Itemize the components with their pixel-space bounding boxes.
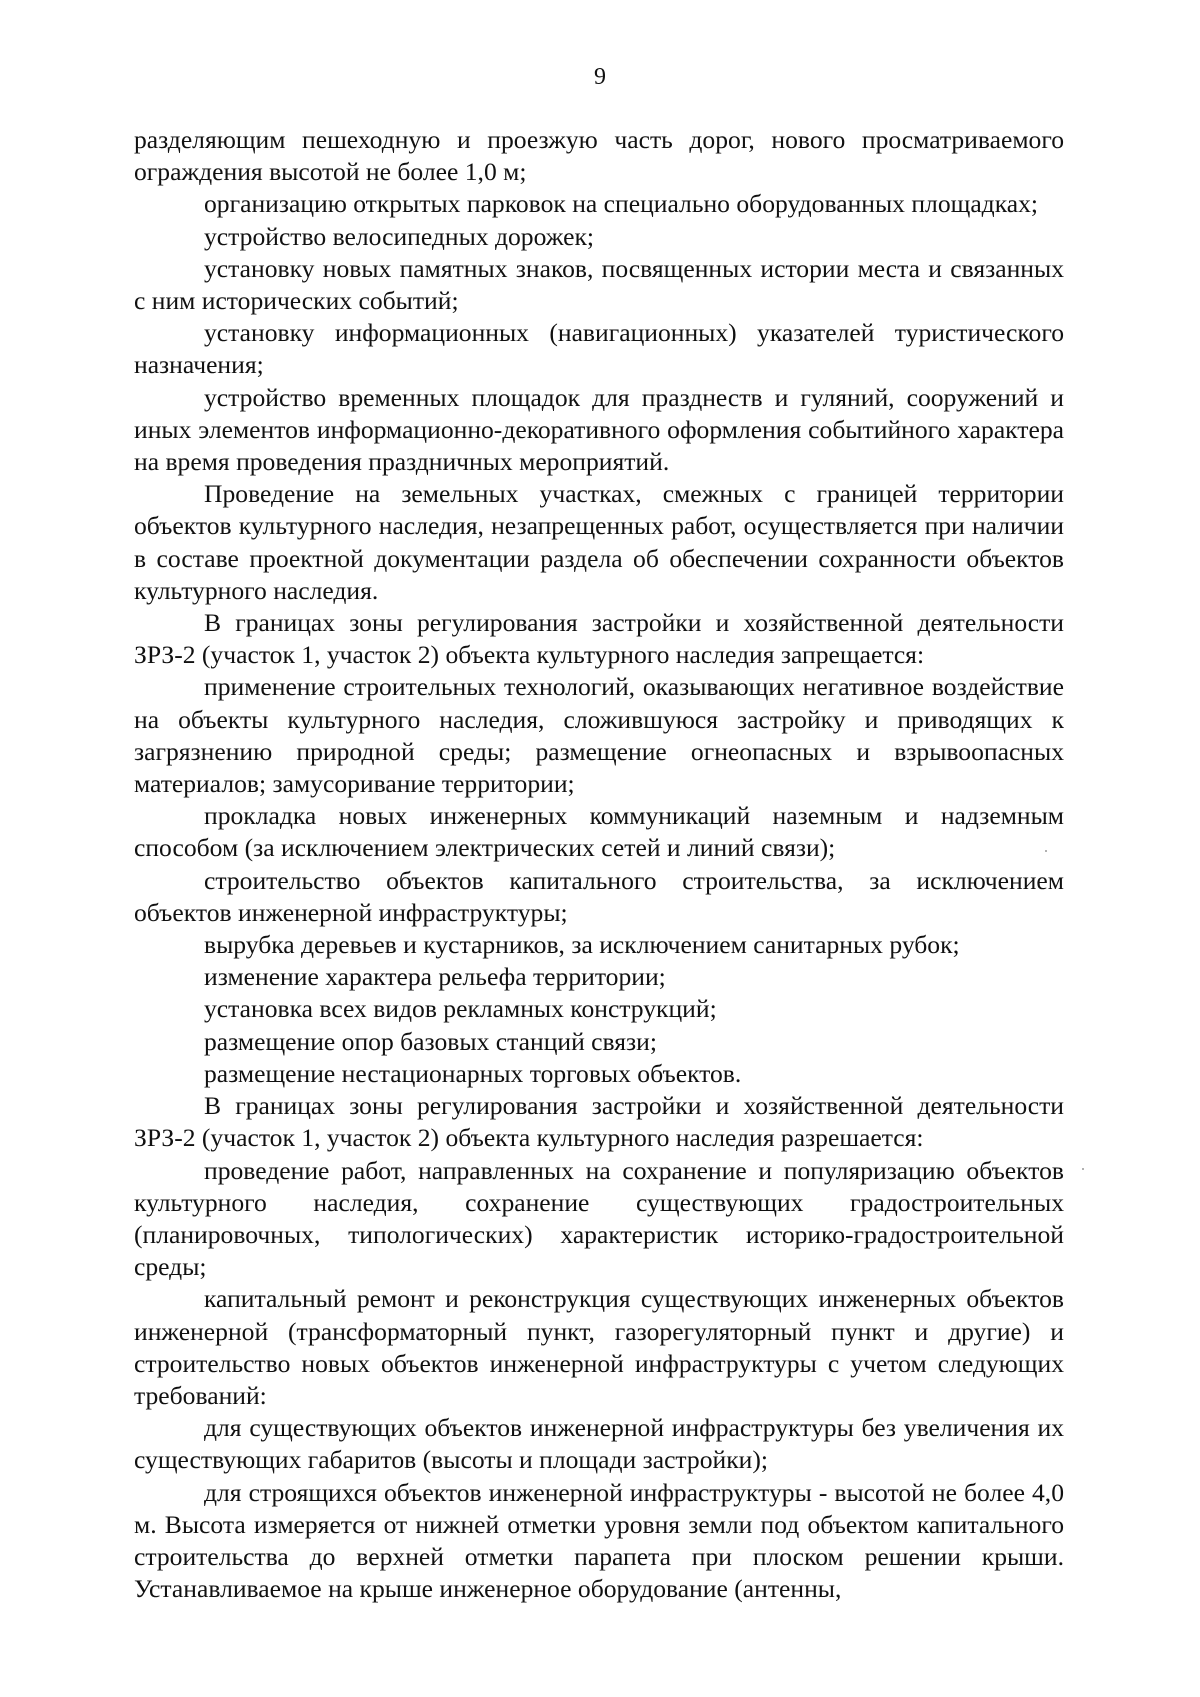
paragraph: прокладка новых инженерных коммуникаций наземным и надземным способом (за исключением электрических сетей и линий связи); — [134, 801, 1064, 863]
paragraph: Проведение на земельных участках, смежных с границей территории объектов культурного наследия, незапрещенных работ, осуществляется при наличии в составе проектной документации раздела об обеспечении сохранности объектов культурного наследия. — [134, 479, 1064, 605]
paragraph: размещение нестационарных торговых объектов. — [204, 1058, 742, 1088]
paragraph: проведение работ, направленных на сохранение и популяризацию объектов культурного наследия, сохранение существующих градостроительных (планировочных, типологических) характеристик историко-градостроительной среды; — [134, 1155, 1064, 1282]
page-number: 9 — [594, 64, 606, 90]
paragraph: организацию открытых парковок на специально оборудованных площадках; — [204, 189, 1039, 219]
paragraph: разделяющим пешеходную и проезжую часть дорог, нового просматриваемого ограждения высотой не более 1,0 м; — [134, 125, 1064, 187]
paragraph: строительство объектов капитального строительства, за исключением объектов инженерной инфраструктуры; — [134, 865, 1064, 927]
paragraph: В границах зоны регулирования застройки и хозяйственной деятельности ЗРЗ-2 (участок 1, участок 2) объекта культурного наследия разрешается: — [134, 1091, 1064, 1153]
paragraph: для существующих объектов инженерной инфраструктуры без увеличения их существующих габаритов (высоты и площади застройки); — [134, 1413, 1064, 1475]
paragraph: размещение опор базовых станций связи; — [204, 1026, 657, 1056]
paragraph: устройство велосипедных дорожек; — [204, 221, 595, 251]
scan-speck — [1045, 850, 1047, 852]
paragraph: изменение характера рельефа территории; — [204, 962, 666, 992]
paragraph: применение строительных технологий, оказывающих негативное воздействие на объекты культурного наследия, сложившуюся застройку и приводящих к загрязнению природной среды; размещение огнеопасных и взрывоопасных материалов; замусоривание территории; — [134, 672, 1064, 799]
paragraph: капитальный ремонт и реконструкция существующих инженерных объектов инженерной (трансформаторный пункт, газорегуляторный пункт и другие) и строительство новых объектов инженерной инфраструктуры с учетом следующих требований: — [134, 1284, 1064, 1410]
paragraph: установку новых памятных знаков, посвященных истории места и связанных с ним исторических событий; — [134, 253, 1064, 316]
paragraph: установку информационных (навигационных) указателей туристического назначения; — [134, 318, 1064, 380]
paragraph: установка всех видов рекламных конструкций; — [204, 994, 717, 1024]
paragraph: В границах зоны регулирования застройки и хозяйственной деятельности ЗРЗ-2 (участок 1, участок 2) объекта культурного наследия запрещается: — [134, 608, 1064, 670]
paragraph: вырубка деревьев и кустарников, за исключением санитарных рубок; — [204, 930, 960, 960]
paragraph: устройство временных площадок для празднеств и гуляний, сооружений и иных элементов информационно-декоративного оформления событийного характера на время проведения праздничных мероприятий. — [134, 382, 1064, 477]
document-body — [134, 124, 1064, 1605]
paragraph: для строящихся объектов инженерной инфраструктуры - высотой не более 4,0 м. Высота измеряется от нижней отметки уровня земли под объектом капитального строительства до верхней отметки парапета при плоском решении крыши. Устанавливаемое на крыше инженерное оборудование (антенны, — [134, 1477, 1064, 1604]
scan-speck — [1082, 1168, 1084, 1170]
